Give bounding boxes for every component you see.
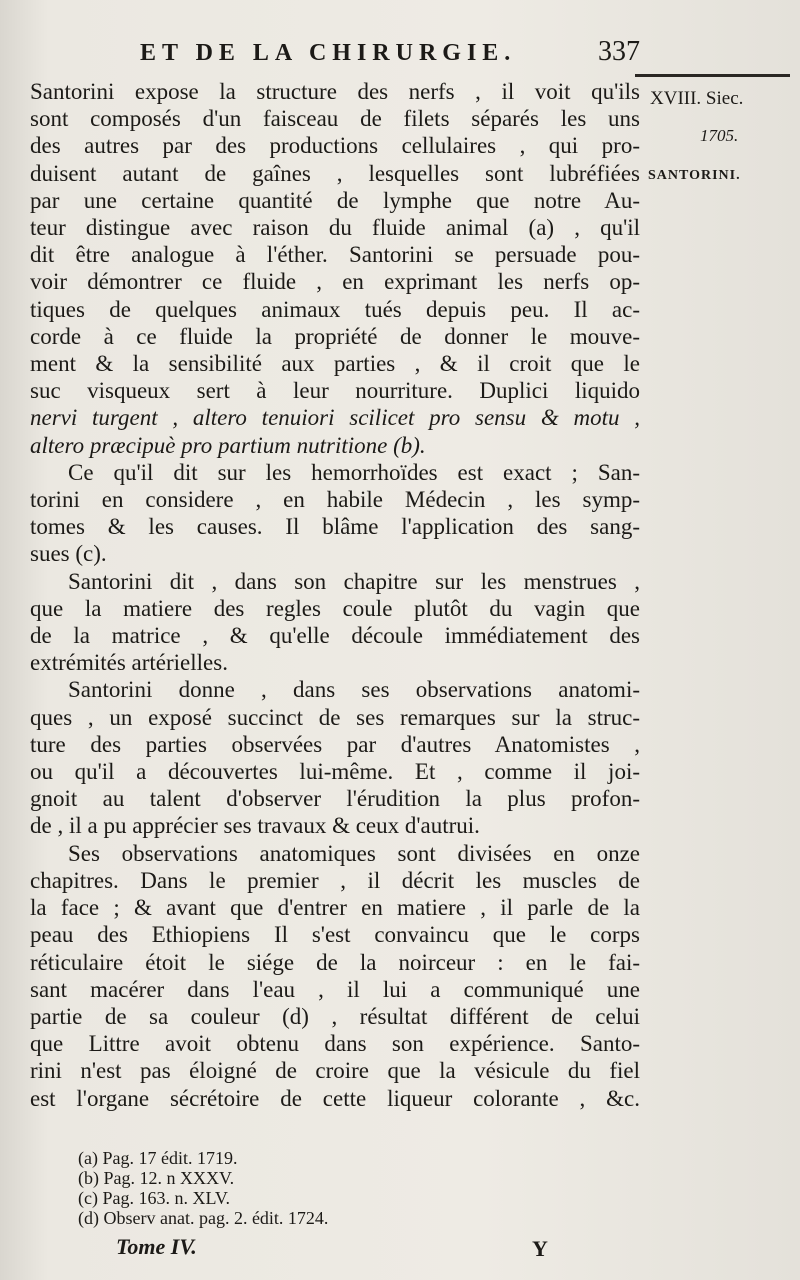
- text-line: chapitres. Dans le premier , il décrit les muscles de: [30, 867, 640, 893]
- page-number: 337: [598, 36, 640, 67]
- margin-year: 1705.: [700, 126, 739, 145]
- text-line: que Littre avoit obtenu dans son expérience. Santo-: [30, 1031, 640, 1057]
- text-line: ment & la sensibilité aux parties , & il croit que le: [30, 351, 640, 377]
- text-line: Santorini donne , dans ses observations anatomi-: [68, 677, 640, 703]
- text-line: sant macérer dans l'eau , il lui a communiqué une: [30, 976, 640, 1002]
- text-line: Ce qu'il dit sur les hemorrhoïdes est exact ; San-: [68, 459, 640, 485]
- volume-signature: Tome IV.: [116, 1234, 197, 1259]
- text-line: rini n'est pas éloigné de croire que la vésicule du fiel: [30, 1058, 640, 1084]
- text-line: par une certaine quantité de lymphe que notre Au-: [30, 187, 640, 213]
- text-line: altero præcipuè pro partium nutritione (b).: [30, 432, 426, 458]
- footnote: (a) Pag. 17 édit. 1719.: [78, 1148, 238, 1168]
- text-line: de , il a pu apprécier ses travaux & ceux d'autrui.: [30, 813, 480, 839]
- text-line: dit être analogue à l'éther. Santorini se persuade pou-: [30, 242, 640, 268]
- text-line: torini en considere , en habile Médecin , les symp-: [30, 487, 640, 513]
- margin-century: XVIII. Siec.: [650, 88, 744, 109]
- text-line: teur distingue avec raison du fluide animal (a) , qu'il: [30, 215, 640, 241]
- text-line: la face ; & avant que d'entrer en matiere , il parle de la: [30, 895, 640, 921]
- text-line: ou qu'il a découvertes lui-même. Et , comme il joi-: [30, 759, 640, 785]
- text-line: partie de sa couleur (d) , résultat différent de celui: [30, 1003, 640, 1029]
- signature-mark: Y: [532, 1236, 548, 1261]
- text-line: de la matrice , & qu'elle découle immédiatement des: [30, 623, 640, 649]
- text-line: sues (c).: [30, 541, 107, 567]
- text-line: voir démontrer ce fluide , en exprimant les nerfs op-: [30, 269, 640, 295]
- body-text: [30, 78, 640, 1112]
- text-line: sont composés d'un faisceau de filets séparés les uns: [30, 106, 640, 132]
- text-line: gnoit au talent d'observer l'érudition la plus profon-: [30, 786, 640, 812]
- text-line: duisent autant de gaînes , lesquelles sont lubréfiées: [30, 160, 640, 186]
- text-line: suc visqueux sert à leur nourriture. Duplici liquido: [30, 378, 640, 404]
- text-line: tomes & les causes. Il blâme l'application des sang-: [30, 514, 640, 540]
- text-line: tiques de quelques animaux tués depuis peu. Il ac-: [30, 296, 640, 322]
- footnote: (c) Pag. 163. n. XLV.: [78, 1188, 230, 1208]
- margin-name: SANTORINI.: [648, 168, 741, 183]
- text-line: que la matiere des regles coule plutôt du vagin que: [30, 595, 640, 621]
- text-line: nervi turgent , altero tenuiori scilicet pro sensu & motu ,: [30, 405, 640, 431]
- text-line: est l'organe sécrétoire de cette liqueur colorante , &c.: [30, 1085, 640, 1111]
- text-line: Santorini expose la structure des nerfs , il voit qu'ils: [30, 79, 640, 104]
- running-title: ET DE LA CHIRURGIE.: [140, 40, 517, 66]
- footnote: (d) Observ anat. pag. 2. édit. 1724.: [78, 1208, 329, 1228]
- text-line: réticulaire étoit le siége de la noirceur : en le fai-: [30, 949, 640, 975]
- text-line: ture des parties observées par d'autres Anatomistes ,: [30, 731, 640, 757]
- text-line: extrémités artérielles.: [30, 650, 228, 676]
- margin-rule: [635, 74, 790, 77]
- text-line: des autres par des productions cellulaires , qui pro-: [30, 133, 640, 159]
- running-header: [140, 36, 640, 76]
- footnote: (b) Pag. 12. n XXXV.: [78, 1168, 235, 1188]
- footnotes: [78, 1148, 478, 1228]
- text-line: Santorini dit , dans son chapitre sur les menstrues ,: [68, 568, 640, 594]
- text-line: Ses observations anatomiques sont divisées en onze: [68, 840, 640, 866]
- text-line: corde à ce fluide la propriété de donner le mouve-: [30, 323, 640, 349]
- text-line: peau des Ethiopiens Il s'est convaincu que le corps: [30, 922, 640, 948]
- text-line: ques , un exposé succinct de ses remarques sur la struc-: [30, 704, 640, 730]
